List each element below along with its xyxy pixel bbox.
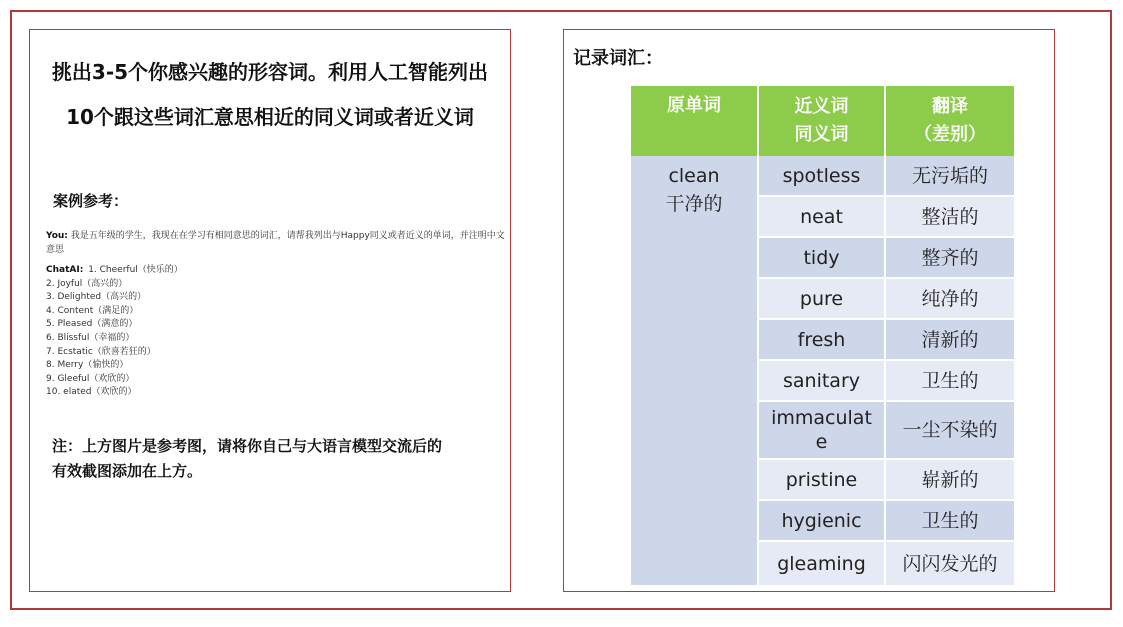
task-title-line-1: 挑出3-5个你感兴趣的形容词。利用人工智能列出 xyxy=(51,60,489,84)
synonym-cell: pristine xyxy=(759,460,886,501)
instruction-panel xyxy=(29,29,511,592)
synonym-cell: neat xyxy=(759,197,886,238)
translation-cell: 无污垢的 xyxy=(886,156,1014,197)
translation-cell: 卫生的 xyxy=(886,501,1014,542)
answer-item: 1. Cheerful（快乐的） xyxy=(88,265,183,275)
task-title-line-2: 10个跟这些词汇意思相近的同义词或者近义词 xyxy=(66,105,474,129)
translation-cell: 整齐的 xyxy=(886,238,1014,279)
answer-item: 4. Content（满足的） xyxy=(46,305,139,316)
example-answer-list xyxy=(46,278,156,400)
vocabulary-panel xyxy=(563,29,1055,592)
answer-item: 6. Blissful（幸福的） xyxy=(46,332,135,343)
question-text: 我是五年级的学生，我现在在学习有相同意思的词汇，请帮我列出与Happy同义或者近义的单词，并注明中文意思 xyxy=(46,231,505,255)
header-original-label: 原单词 xyxy=(667,95,721,116)
translation-cell: 一尘不染的 xyxy=(886,402,1014,460)
original-meaning: 干净的 xyxy=(665,193,723,215)
answer-item: 5. Pleased（满意的） xyxy=(46,319,138,330)
vocabulary-table xyxy=(631,86,1014,585)
header-translation-line-1: 翻译 xyxy=(932,96,968,117)
note-line-2: 有效截图添加在上方。 xyxy=(52,462,203,480)
translation-cell: 纯净的 xyxy=(886,279,1014,320)
original-word-cell xyxy=(631,156,759,585)
original-word: clean xyxy=(668,165,720,187)
answer-item: 9. Gleeful（欢欣的） xyxy=(46,373,135,384)
synonym-cell: tidy xyxy=(759,238,886,279)
example-question xyxy=(46,230,506,257)
header-original-word xyxy=(631,86,759,156)
translation-cell: 清新的 xyxy=(886,320,1014,361)
translation-cell: 闪闪发光的 xyxy=(886,542,1014,585)
answer-item: 3. Delighted（高兴的） xyxy=(46,292,147,303)
synonym-cell: spotless xyxy=(759,156,886,197)
vocabulary-title: 记录词汇： xyxy=(573,48,663,69)
answer-item: 2. Joyful（高兴的） xyxy=(46,278,128,289)
translation-cell: 卫生的 xyxy=(886,361,1014,402)
translation-cell: 崭新的 xyxy=(886,460,1014,501)
answer-item: 10. elated（欢欣的） xyxy=(46,387,137,398)
synonym-cell: gleaming xyxy=(759,542,886,585)
example-answer-speaker-line xyxy=(46,264,183,278)
synonym-cell: fresh xyxy=(759,320,886,361)
note xyxy=(52,434,502,484)
header-synonym-line-2: 同义词 xyxy=(794,124,849,145)
header-translation-line-2: （差别） xyxy=(914,124,986,145)
answer-speaker: ChatAI: xyxy=(46,265,84,275)
header-synonym-line-1: 近义词 xyxy=(794,96,849,117)
translation-cell: 整洁的 xyxy=(886,197,1014,238)
synonym-cell: sanitary xyxy=(759,361,886,402)
answer-item: 7. Ecstatic（欣喜若狂的） xyxy=(46,346,156,357)
answer-item: 8. Merry（愉快的） xyxy=(46,360,129,371)
synonym-cell: pure xyxy=(759,279,886,320)
note-line-1: 注：上方图片是参考图，请将你自己与大语言模型交流后的 xyxy=(52,437,443,455)
example-heading: 案例参考： xyxy=(53,192,129,210)
synonym-cell: hygienic xyxy=(759,501,886,542)
question-speaker: You: xyxy=(46,231,68,241)
synonym-cell: immaculate xyxy=(759,402,886,460)
header-synonym xyxy=(759,86,886,156)
header-translation xyxy=(886,86,1014,156)
